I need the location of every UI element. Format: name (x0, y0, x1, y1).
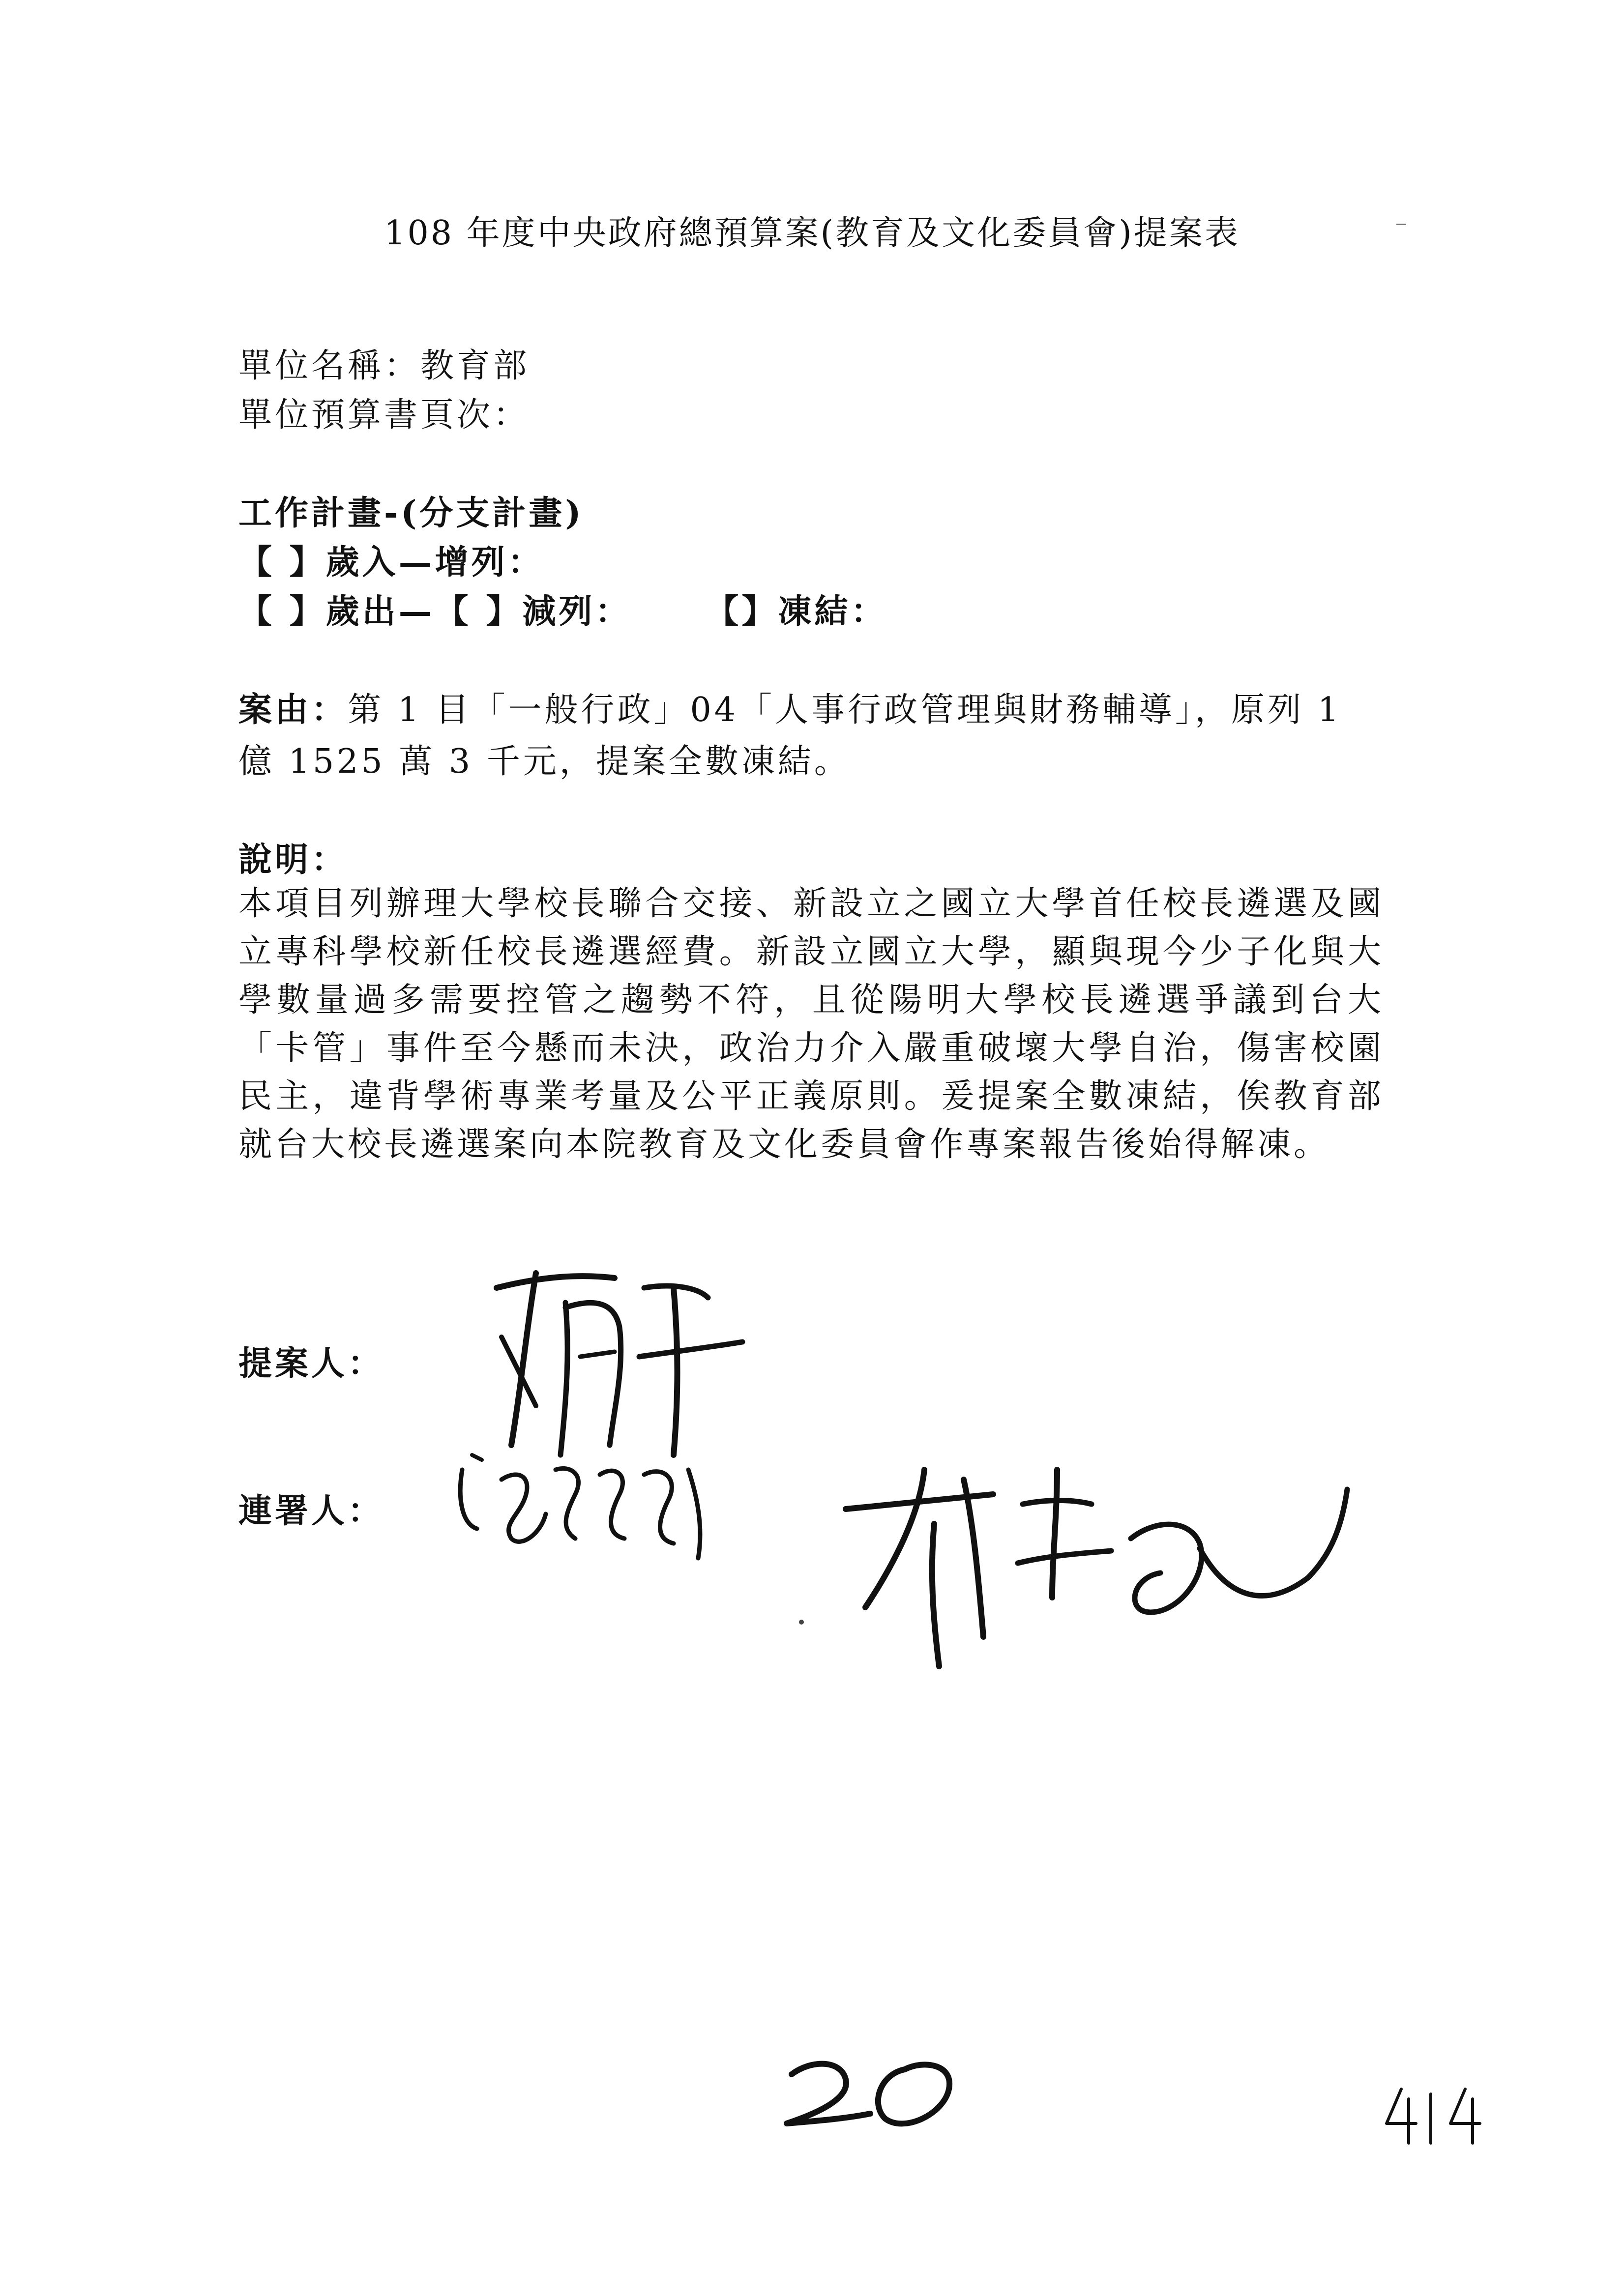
unit-name-value: 教育部 (420, 347, 530, 385)
case-line-1 (238, 683, 1342, 731)
expense-line (238, 585, 887, 633)
revenue-line: 【 】歲入—增列： (238, 543, 544, 582)
document-title: 108 年度中央政府總預算案(教育及文化委員會)提案表 (384, 214, 1240, 253)
cosigner-label: 連署人： (238, 1491, 384, 1531)
expense-reduce: 【 】歲出—【 】減列： (238, 592, 632, 631)
unit-name-label: 單位名稱： (238, 347, 421, 385)
explanation-text: 本項目列辦理大學校長聯合交接、新設立之國立大學首任校長遴選及國立專科學校新任校長遴選經費。新設立國立大學，顯與現今少子化與大學數量過多需要控管之趨勢不符，且從陽明大學校長遴選爭議到台大「卡管」事件至今懸而未決，政治力介入嚴重破壞大學自治，傷害校園民主，違背學術專業考量及公平正義原則。爰提案全數凍結，俟教育部就台大校長遴選案向本院教育及文化委員會作專案報告後始得解凍。 (238, 884, 1384, 1164)
case-label: 案由： (238, 690, 348, 729)
unit-page-label: 單位預算書頁次： (238, 396, 530, 435)
case-line-2: 億 1525 萬 3 千元，提案全數凍結。 (238, 742, 851, 781)
unit-name-line (238, 339, 530, 387)
expense-freeze: 【】凍結： (705, 592, 887, 631)
ink-dot (797, 1617, 806, 1627)
cosigner-signature-2 (836, 1450, 1352, 1676)
plan-heading: 工作計畫-(分支計畫) (238, 494, 584, 533)
proposer-label: 提案人： (238, 1344, 384, 1383)
proposer-signature (467, 1258, 762, 1465)
explanation-label: 說明： (238, 840, 348, 879)
case-text-1: 第 1 目「一般行政」04「人事行政管理與財務輔導」，原列 1 (348, 691, 1342, 729)
cosigner-signature-1 (443, 1440, 728, 1568)
